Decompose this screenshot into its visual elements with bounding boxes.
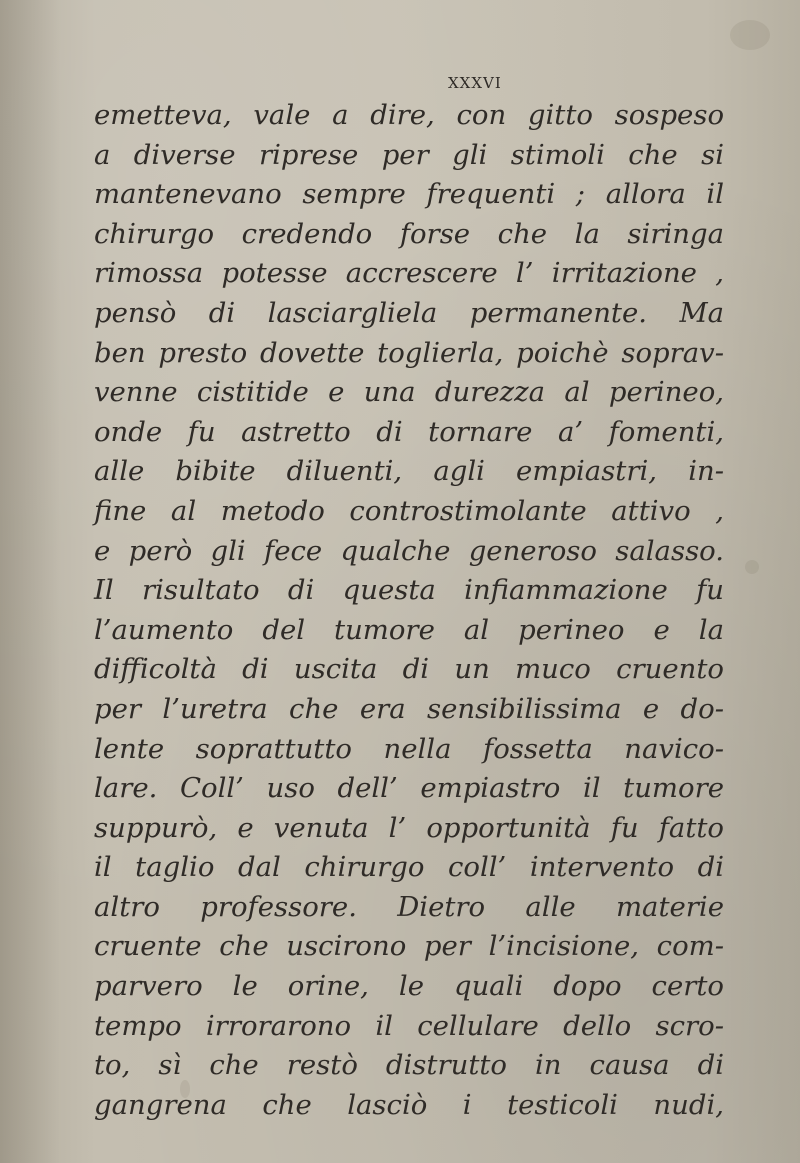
text-line: pensò di lasciargliela permanente. Ma — [94, 296, 724, 329]
text-line: suppurò, e venuta l’ opportunità fu fatto — [94, 811, 724, 844]
text-line: emetteva, vale a dire, con gitto sospeso — [94, 99, 724, 131]
paper-stain — [745, 560, 759, 574]
text-line: ben presto dovette toglierla, poichè soprav- — [94, 336, 724, 369]
text-line: tempo irrorarono il cellulare dello scro- — [94, 1009, 724, 1042]
text-line: per l’uretra che era sensibilissima e do- — [94, 692, 724, 725]
text-line: fine al metodo controstimolante attivo , — [94, 494, 724, 527]
text-line: mantenevano sempre frequenti ; allora il — [94, 178, 724, 211]
text-line: altro professore. Dietro alle materie — [94, 890, 724, 923]
text-line: chirurgo credendo forse che la siringa — [94, 217, 724, 250]
text-line: difficoltà di uscita di un muco cruento — [94, 653, 724, 686]
text-line: a diverse riprese per gli stimoli che si — [94, 138, 724, 171]
text-line: lare. Coll’ uso dell’ empiastro il tumore — [94, 772, 724, 805]
text-line: venne cistitide e una durezza al perineo, — [94, 376, 724, 409]
page-edge-shadow — [0, 0, 60, 1163]
body-text — [94, 96, 724, 1125]
text-line: alle bibite diluenti, agli empiastri, in- — [94, 455, 724, 488]
text-line: e però gli fece qualche generoso salasso. — [94, 534, 724, 567]
text-line: rimossa potesse accrescere l’ irritazione , — [94, 257, 724, 290]
text-line: lente soprattutto nella fossetta navico- — [94, 732, 724, 765]
text-line: parvero le orine, le quali dopo certo — [94, 970, 724, 1003]
text-line: gangrena che lasciò i testicoli nudi, — [94, 1088, 724, 1121]
text-line: cruente che uscirono per l’incisione, com- — [94, 930, 724, 963]
text-line: onde fu astretto di tornare a’ fomenti, — [94, 415, 724, 448]
text-line: il taglio dal chirurgo coll’ intervento di — [94, 851, 724, 884]
text-line: to, sì che restò distrutto in causa di — [94, 1049, 724, 1082]
paper-stain — [730, 20, 770, 50]
page-number-header: XXXVI — [448, 74, 502, 92]
text-line: Il risultato di questa infiammazione fu — [94, 574, 724, 607]
text-line: l’aumento del tumore al perineo e la — [94, 613, 724, 646]
